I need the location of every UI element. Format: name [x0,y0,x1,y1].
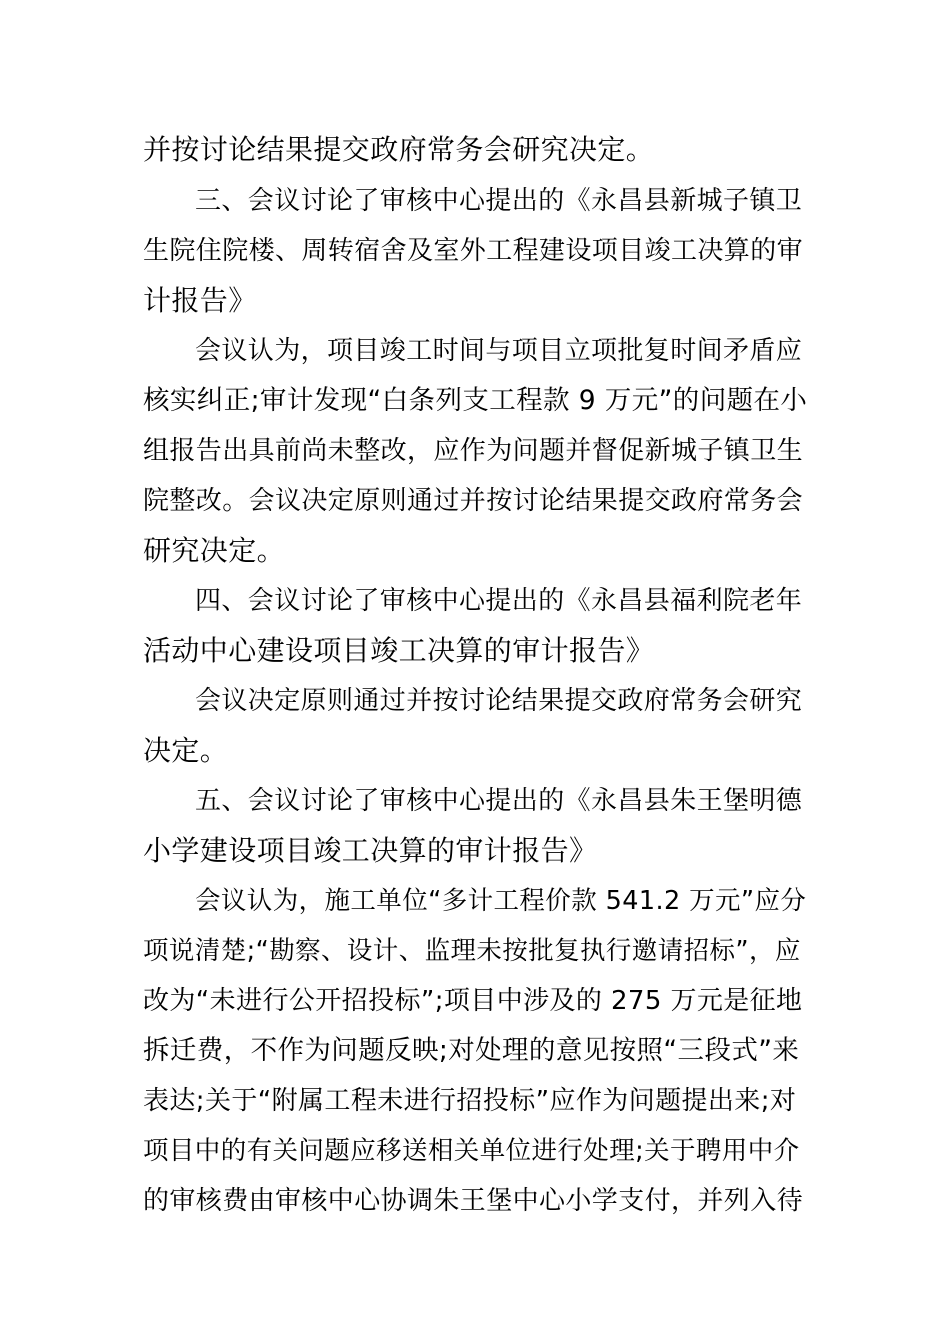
text-line: 五、会议讨论了审核中心提出的《永昌县朱王堡明德 [195,786,803,816]
text-line: 会议认为，施工单位“多计工程价款 541.2 万元”应分 [195,886,807,916]
text-line: 决定。 [143,734,229,767]
text-line: 活动中心建设项目竣工决算的审计报告》 [143,634,655,667]
text-line: 四、会议讨论了审核中心提出的《永昌县福利院老年 [195,586,803,616]
text-line: 院整改。会议决定原则通过并按讨论结果提交政府常务会 [143,486,804,516]
text-line: 项目中的有关问题应移送相关单位进行处理;关于聘用中介 [143,1136,800,1166]
text-line: 研究决定。 [143,534,286,567]
text-line: 小学建设项目竣工决算的审计报告》 [143,834,598,867]
text-line: 会议决定原则通过并按讨论结果提交政府常务会研究 [195,686,803,716]
text-line: 三、会议讨论了审核中心提出的《永昌县新城子镇卫 [195,186,803,216]
text-line: 并按讨论结果提交政府常务会研究决定。 [143,133,655,166]
text-line: 拆迁费，不作为问题反映;对处理的意见按照“三段式”来 [143,1035,800,1066]
text-line: 核实纠正;审计发现“白条列支工程款 9 万元”的问题在小 [143,385,808,416]
text-line: 生院住院楼、周转宿舍及室外工程建设项目竣工决算的审 [143,236,804,266]
text-line: 项说清楚;“勘察、设计、监理未按批复执行邀请招标”，应 [143,936,801,966]
text-line: 计报告》 [143,284,257,317]
text-line: 组报告出具前尚未整改，应作为问题并督促新城子镇卫生 [143,436,804,466]
text-line: 的审核费由审核中心协调朱王堡中心小学支付，并列入待 [143,1186,804,1216]
text-line: 改为“未进行公开招投标”;项目中涉及的 275 万元是征地 [143,986,803,1016]
text-line: 会议认为，项目竣工时间与项目立项批复时间矛盾应 [195,336,803,366]
text-line: 表达;关于“附属工程未进行招投标”应作为问题提出来;对 [143,1086,797,1116]
